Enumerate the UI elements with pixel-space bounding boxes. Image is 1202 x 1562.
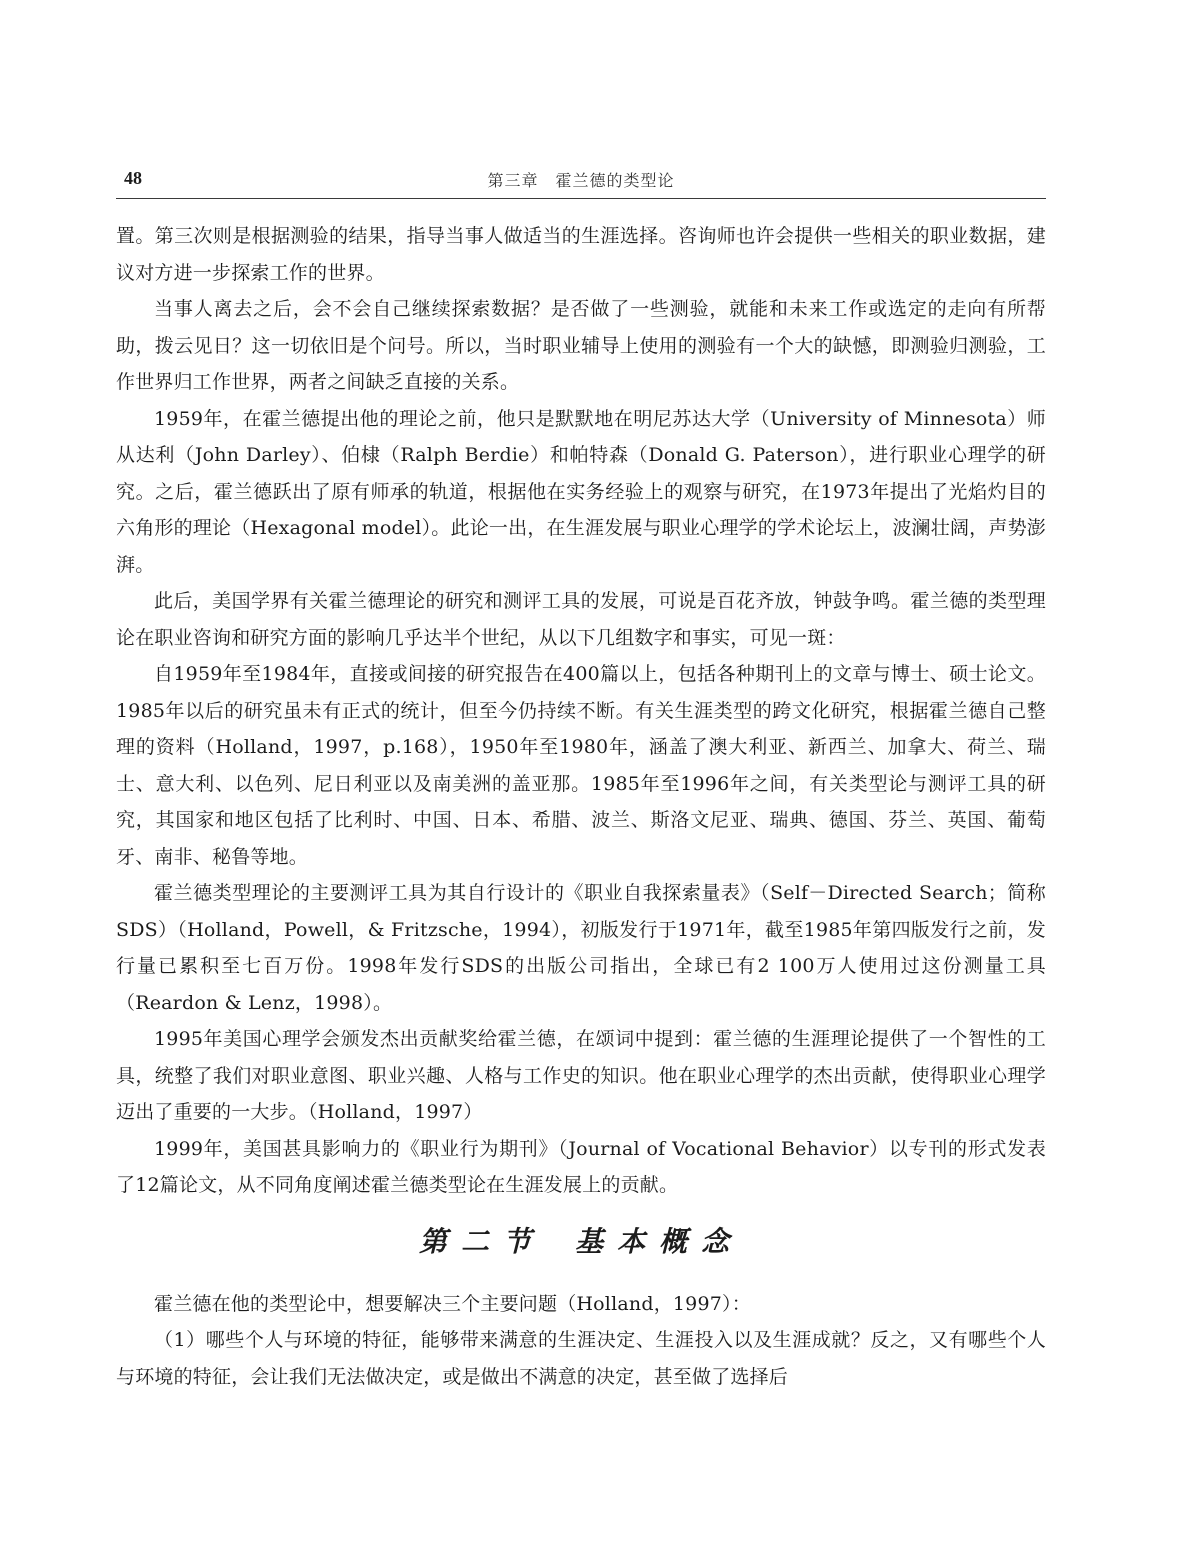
paragraph: 置。第三次则是根据测验的结果，指导当事人做适当的生涯选择。咨询师也许会提供一些相关的职业数据，建议对方进一步探索工作的世界。 <box>116 225 1046 284</box>
paragraph: 自1959年至1984年，直接或间接的研究报告在400篇以上，包括各种期刊上的文章与博士、硕士论文。1985年以后的研究虽未有正式的统计，但至今仍持续不断。有关生涯类型的跨文化研究，根据霍兰德自己整理的资料（Holland，1997，p.168），1950年至1980年，涵盖了澳大利亚、新西兰、加拿大、荷兰、瑞士、意大利、以色列、尼日利亚以及南美洲的盖亚那。1985年至1996年之间，有关类型论与测评工具的研究，其国家和地区包括了比利时、中国、日本、希腊、波兰、斯洛文尼亚、瑞典、德国、芬兰、英国、葡萄牙、南非、秘鲁等地。 <box>116 663 1046 868</box>
paragraph: 霍兰德类型理论的主要测评工具为其自行设计的《职业自我探索量表》（Self－Directed Search；简称SDS）（Holland，Powell，& Fritzsche，1994），初版发行于1971年，截至1985年第四版发行之前，发行量已累积至七百万份。1998年发行SDS的出版公司指出，全球已有2 100万人使用过这份测量工具（Reardon & Lenz，1998）。 <box>116 882 1046 1014</box>
page-body <box>116 218 1046 1395</box>
page-header <box>116 166 1046 199</box>
section-heading <box>116 1222 1046 1262</box>
page-number: 48 <box>124 168 142 188</box>
paragraph: 当事人离去之后，会不会自己继续探索数据？是否做了一些测验，就能和未来工作或选定的走向有所帮助，拨云见日？这一切依旧是个问号。所以，当时职业辅导上使用的测验有一个大的缺憾，即测验归测验，工作世界归工作世界，两者之间缺乏直接的关系。 <box>116 298 1046 393</box>
paragraph: 此后，美国学界有关霍兰德理论的研究和测评工具的发展，可说是百花齐放，钟鼓争鸣。霍兰德的类型理论在职业咨询和研究方面的影响几乎达半个世纪，从以下几组数字和事实，可见一斑： <box>116 590 1046 649</box>
paragraph: 1999年，美国甚具影响力的《职业行为期刊》（Journal of Vocational Behavior）以专刊的形式发表了12篇论文，从不同角度阐述霍兰德类型论在生涯发展上的贡献。 <box>116 1137 1046 1196</box>
paragraph: 1995年美国心理学会颁发杰出贡献奖给霍兰德，在颂词中提到：霍兰德的生涯理论提供了一个智性的工具，统整了我们对职业意图、职业兴趣、人格与工作史的知识。他在职业心理学的杰出贡献，使得职业心理学迈出了重要的一大步。（Holland，1997） <box>116 1028 1046 1123</box>
paragraph: 1959年，在霍兰德提出他的理论之前，他只是默默地在明尼苏达大学（University of Minnesota）师从达利（John Darley）、伯棣（Ralph Berdie）和帕特森（Donald G. Paterson），进行职业心理学的研究。之后，霍兰德跃出了原有师承的轨道，根据他在实务经验上的观察与研究，在1973年提出了光焰灼目的六角形的理论（Hexagonal model）。此论一出，在生涯发展与职业心理学的学术论坛上，波澜壮阔，声势澎湃。 <box>116 407 1046 576</box>
paragraph: 霍兰德在他的类型论中，想要解决三个主要问题（Holland，1997）： <box>154 1292 751 1315</box>
running-title: 第三章 霍兰德的类型论 <box>487 171 675 190</box>
section-number: 第二节 <box>418 1224 545 1258</box>
paragraph: （1）哪些个人与环境的特征，能够带来满意的生涯决定、生涯投入以及生涯成就？反之，又有哪些个人与环境的特征，会让我们无法做决定，或是做出不满意的决定，甚至做了选择后 <box>116 1329 1046 1388</box>
section-title: 基本概念 <box>575 1224 744 1258</box>
